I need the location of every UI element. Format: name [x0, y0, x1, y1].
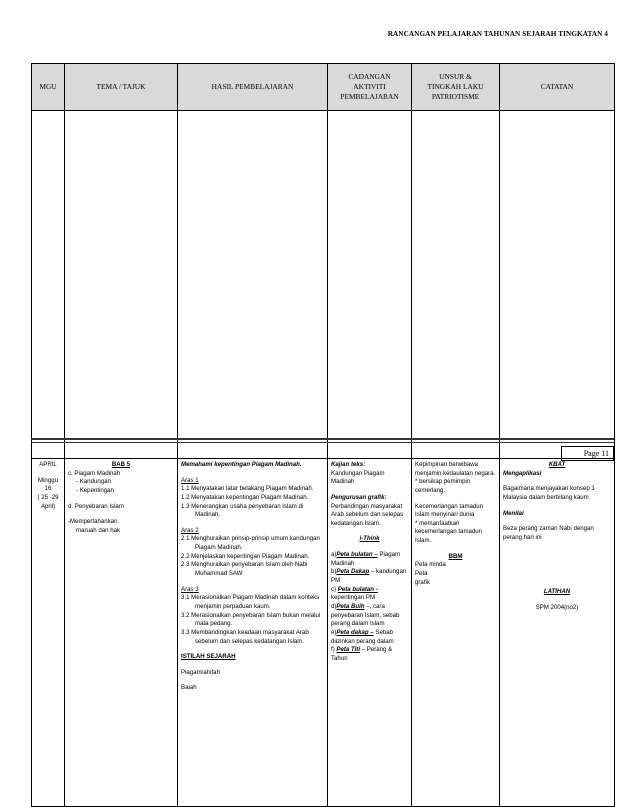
subtopic-c: c. Piagam Madinah	[68, 469, 121, 477]
column-header-hasil: HASIL PEMBELAJARAN	[178, 64, 328, 111]
bbm-item: grafik	[415, 578, 430, 586]
page-number: Page 11	[561, 446, 614, 461]
peta-item: e)Peta dakap – Sebab diizinkan perang dalam	[331, 628, 394, 645]
aras-2-label: Aras 2	[181, 526, 199, 534]
column-header-mgu: MGU	[32, 64, 65, 111]
istilah-item: Baiah	[181, 684, 197, 692]
peta-name: Peta dakap –	[336, 628, 374, 636]
peta-name: Peta bulatan –	[336, 551, 378, 559]
footer-rule-thick	[31, 438, 614, 440]
latihan-text: SPM 2004(no2)	[535, 604, 579, 612]
tema-note: -Mempertahankan	[68, 518, 118, 526]
cadangan-cell	[328, 459, 412, 807]
unsur-cell	[412, 459, 500, 807]
aras-item: 3.3 Membandingkan keadaan masyarakat Arab sebelum dan selepas kedatangan Islam.	[181, 628, 309, 645]
unsur-text: Kecemerlangan tamadun Islam menyinari dunia	[415, 502, 484, 519]
mgu-cell	[32, 459, 65, 807]
subtopic-c-item: - Kepentingan	[76, 486, 114, 494]
peta-item: b)Peta Dakap – kandungan PM	[331, 568, 407, 585]
menilai-label: Menilai	[503, 509, 524, 517]
table-header-row	[32, 64, 615, 111]
column-header-catatan: CATATAN	[500, 64, 615, 111]
bbm-item: Peta	[415, 570, 428, 578]
aras-item: 3.1 Merasionalkan Piagam Madinah dalam konteks menjamin perpaduan kaum.	[181, 594, 320, 610]
aras-item: 2.3 Menghuraikan penyebaran Islam oleh Nabi Muhammad SAW	[181, 561, 308, 578]
footer-rule-thin	[31, 442, 614, 443]
aras-1-label: Aras 1	[181, 476, 199, 484]
peta-item: d)Peta Buih –, cara penyebaran Islam, sebab perang dalam Islam	[331, 602, 400, 628]
tema-cell	[65, 459, 178, 807]
kajian-text: Kandungan Piagam Madinah	[331, 469, 385, 486]
latihan-label: LATIHAN	[543, 588, 571, 596]
bbm-item: Peta minda	[415, 561, 446, 569]
aras-item: 2.2 Menjelaskan kepentingan Piagam Madinah.	[181, 552, 310, 560]
istilah-item: Piagam/ahifah	[181, 668, 220, 676]
document-header: RANCANGAN PELAJARAN TAHUNAN SEJARAH TINGKATAN 4	[387, 30, 608, 38]
kbat-subheading: Mengaplikasi	[503, 469, 542, 477]
subtopic-c-item: - Kandungan	[76, 478, 111, 486]
peta-item: f) Peta Titi – Perang & Tahun	[331, 646, 393, 662]
aras-3-label: Aras 3	[181, 585, 199, 593]
aras-item: 1.3 Menerangkan usaha penyebaran Islam di Madinah.	[181, 502, 304, 519]
peta-item: c) Peta bulatan - kepentingan PM	[331, 585, 378, 602]
bbm-label: BBM	[448, 552, 463, 560]
month-label: APRIL	[39, 461, 57, 468]
catatan-cell	[500, 459, 615, 807]
aras-item: 3.2 Merasionalkan penyebaran Islam bukan melalui mata pedang.	[181, 611, 321, 628]
subtopic-d: d. Penyebaran Islam	[68, 502, 124, 510]
ithink-label: i-Think	[359, 535, 380, 543]
column-header-cadangan: CADANGAN AKTIVITI PEMBELAJARAN	[328, 64, 412, 111]
column-header-unsur: UNSUR & TINGKAH LAKU PATRIOTISME	[412, 64, 500, 111]
pengurusan-text: Perbandingan masyarakat Arab sebelum dan selepas kedatangan Islam.	[331, 502, 404, 527]
aras-item: 1.1 Menyatakan latar belakang Piagam Madinah.	[181, 485, 314, 493]
aras-item: 2.1 Menghuraikan prinsip-prinsip umum kandungan Piagam Madinah.	[181, 535, 320, 552]
peta-item: a)Peta bulatan – Piagam Madinah	[331, 551, 401, 567]
unsur-text: * bersikap pemimpin cemerlang.	[415, 478, 471, 494]
hasil-heading: Memahami kepentingan Piagam Madinah.	[181, 461, 302, 468]
peta-name: Peta Dakap	[336, 568, 370, 576]
peta-name: Peta Titi	[336, 646, 361, 654]
lesson-plan-table	[31, 63, 615, 807]
istilah-label: ISTILAH SEJARAH	[181, 653, 236, 661]
chapter-label: BAB 5	[111, 461, 131, 468]
hasil-cell	[178, 459, 328, 807]
tema-note-continued: maruah dan hak	[76, 526, 121, 534]
peta-name: Peta Buih	[336, 602, 365, 610]
column-header-tema: TEMA / TAJUK	[65, 64, 178, 111]
week-label: Minggu	[38, 476, 58, 484]
unsur-text: * memanfaatkan kecemerlangan tamadun Islam.	[415, 519, 483, 545]
peta-name: Peta bulatan -	[337, 585, 378, 593]
spacer-row	[32, 111, 615, 459]
week-range-month: April)	[40, 502, 56, 510]
menilai-text: Beza perang zaman Nabi dengan perang hari ini	[503, 525, 594, 541]
kajian-label: Kajian teks:	[331, 461, 366, 468]
aras-item: 1.2 Menyatakan kepentingan Piagam Madinah.	[181, 493, 309, 501]
week-number: 16	[44, 485, 52, 493]
kbat-text: Bagaimana menjayakan konsep 1 Malaysia dalam berbilang kaum	[503, 485, 595, 501]
week-range: ( 25 -29	[37, 493, 59, 501]
pengurusan-label: Pengurusan grafik:	[331, 493, 387, 501]
kbat-label: KBAT	[548, 461, 566, 468]
unsur-text: Kepimpinan berwibawa menjamin kedaulatan negara.	[415, 461, 496, 477]
table-row	[32, 459, 615, 807]
